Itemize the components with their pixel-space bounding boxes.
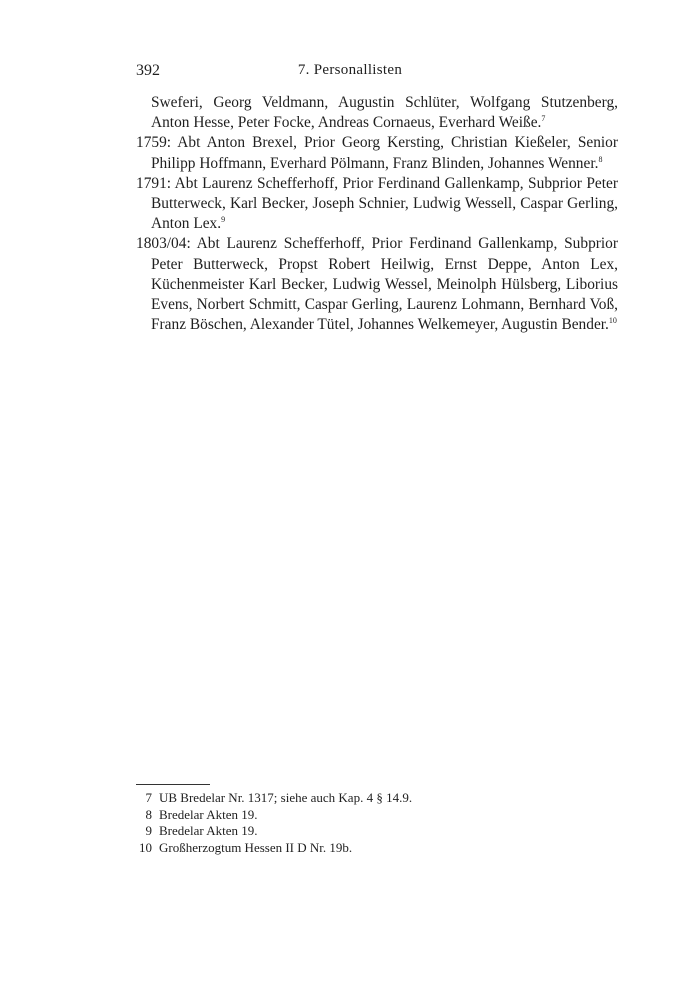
footnote — [136, 840, 618, 857]
footnote-ref: 9 — [221, 215, 226, 225]
footnote-ref: 10 — [608, 316, 617, 326]
page-number: 392 — [136, 62, 160, 79]
list-entry — [136, 133, 618, 173]
body-text — [136, 93, 618, 335]
footnote-number: 7 — [145, 790, 152, 805]
footnote-text: UB Bredelar Nr. 1317; siehe auch Kap. 4 § 14.9. — [159, 790, 413, 805]
entry-text: 1759: Abt Anton Brexel, Prior Georg Kersting, Christian Kießeler, Senior Philipp Hoffmann, Everhard Pölmann, Franz Blinden, Johannes Wenner. — [136, 134, 618, 172]
list-entry — [136, 93, 618, 133]
footnote-number: 10 — [139, 839, 152, 855]
list-entry — [136, 234, 618, 335]
entry-text: 1791: Abt Laurenz Schefferhoff, Prior Ferdinand Gallenkamp, Subprior Peter Butterweck, Karl Becker, Joseph Schnier, Ludwig Wessell, Caspar Gerling, Anton Lex. — [136, 174, 618, 233]
footnote — [136, 790, 618, 807]
footnote — [136, 807, 618, 824]
footnote-rule — [136, 784, 210, 785]
footnote-number: 9 — [145, 823, 152, 838]
entry-text: Sweferi, Georg Veldmann, Augustin Schlüter, Wolfgang Stutzenberg, Anton Hesse, Peter Focke, Andreas Cornaeus, Everhard Weiße. — [151, 94, 618, 132]
footnote-ref: 7 — [541, 114, 546, 124]
entry-text: 1803/04: Abt Laurenz Schefferhoff, Prior Ferdinand Gallenkamp, Subprior Peter Butterweck, Propst Robert Heilwig, Ernst Deppe, Anton Lex, Küchenmeister Karl Becker, Ludwig Wessel, Meinolph Hülsberg, Liborius Evens, Norbert Schmitt, Caspar Gerling, Laurenz Lohmann, Bernhard Voß, Franz Böschen, Alexander Tütel, Johannes Welkemeyer, Augustin Bender. — [136, 235, 618, 334]
footnote-text: Bredelar Akten 19. — [159, 823, 258, 838]
footnotes — [136, 790, 618, 856]
footnote-text: Großherzogtum Hessen II D Nr. 19b. — [159, 839, 353, 855]
footnote-number: 8 — [145, 806, 152, 822]
footnote — [136, 823, 618, 840]
running-head: 7. Personallisten — [297, 62, 403, 78]
list-entry — [136, 174, 618, 235]
footnote-ref: 8 — [598, 154, 603, 164]
footnote-text: Bredelar Akten 19. — [159, 806, 258, 822]
